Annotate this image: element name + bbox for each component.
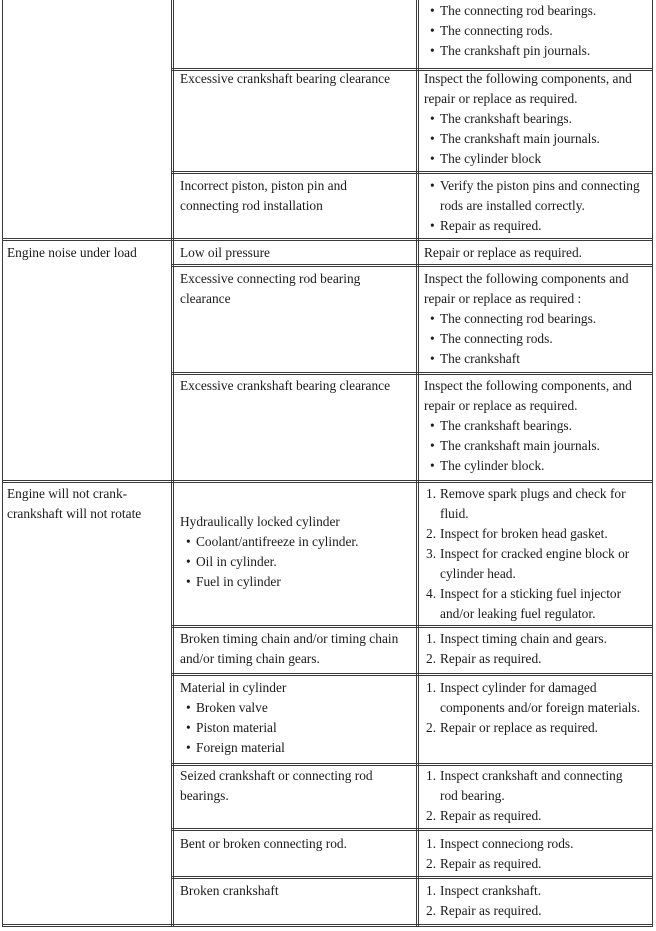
step-text: Repair as required. xyxy=(440,856,542,871)
bullet-text: Oil in cylinder. xyxy=(196,554,277,569)
continued-line: cylinder head. xyxy=(440,566,516,581)
row-divider xyxy=(172,264,653,267)
continued-line: components and/or foreign materials. xyxy=(440,700,641,715)
numbered-step xyxy=(424,678,640,698)
bullet-item xyxy=(424,436,632,456)
step-number: 1. xyxy=(426,836,437,851)
step-text: Inspect crankshaft and connecting xyxy=(440,768,623,783)
text-line: repair or replace as required. xyxy=(424,91,578,106)
step-text: Inspect for broken head gasket. xyxy=(440,526,608,541)
text-line: Hydraulically locked cylinder xyxy=(180,514,340,529)
bullet-text: The cylinder block. xyxy=(440,458,545,473)
bullet-item xyxy=(424,309,629,329)
numbered-step xyxy=(424,834,574,854)
bullet-item xyxy=(180,718,286,738)
bullet-item xyxy=(424,176,640,196)
correction-cell xyxy=(424,766,623,826)
bullet-text: Piston material xyxy=(196,720,277,735)
text-line: Seized crankshaft or connecting rod xyxy=(180,768,373,783)
table-border-left xyxy=(2,0,3,926)
bullet-item xyxy=(424,109,632,129)
row-divider xyxy=(172,171,653,174)
text-line: Material in cylinder xyxy=(180,680,287,695)
bullet-item xyxy=(424,329,629,349)
numbered-step xyxy=(424,629,607,649)
bullet-text: The connecting rods. xyxy=(440,23,553,38)
text-line: Engine noise under load xyxy=(7,245,137,260)
bullet-text: Fuel in cylinder xyxy=(196,574,281,589)
row-divider xyxy=(172,625,653,628)
correction-cell xyxy=(424,678,640,738)
bullet-item xyxy=(180,552,359,572)
text-line: Broken crankshaft xyxy=(180,883,279,898)
text-line: repair or replace as required : xyxy=(424,291,582,306)
bullet-text: The connecting rods. xyxy=(440,331,553,346)
cause-cell xyxy=(180,376,390,396)
cause-cell xyxy=(180,512,359,592)
cause-cell xyxy=(180,678,286,758)
text-line: Excessive crankshaft bearing clearance xyxy=(180,71,391,86)
bullet-text: Verify the piston pins and connecting xyxy=(440,178,640,193)
row-divider xyxy=(172,372,653,375)
step-number: 1. xyxy=(426,883,437,898)
step-number: 3. xyxy=(426,546,437,561)
bullet-text: Coolant/antifreeze in cylinder. xyxy=(196,534,359,549)
cause-cell xyxy=(180,243,270,263)
numbered-step xyxy=(424,718,640,738)
bullet-item xyxy=(180,698,286,718)
step-number: 4. xyxy=(426,586,437,601)
bullet-item xyxy=(424,216,640,236)
text-line: Inspect the following components, and xyxy=(424,71,632,86)
numbered-step xyxy=(424,484,629,504)
row-divider xyxy=(172,876,653,879)
table-border-bottom xyxy=(2,924,653,927)
step-number: 2. xyxy=(426,526,437,541)
step-text: Inspect conneciong rods. xyxy=(440,836,574,851)
bullet-text: Repair as required. xyxy=(440,218,542,233)
continued-line: rod bearing. xyxy=(440,788,505,803)
numbered-step xyxy=(424,901,542,921)
bullet-text: The connecting rod bearings. xyxy=(440,3,597,18)
row-divider xyxy=(2,238,653,241)
row-divider xyxy=(172,828,653,831)
continued-line: rods are installed correctly. xyxy=(440,198,585,213)
bullet-item xyxy=(424,416,632,436)
correction-cell xyxy=(424,629,607,669)
bullet-item xyxy=(424,149,632,169)
text-line: Low oil pressure xyxy=(180,245,270,260)
text-line: Broken timing chain and/or timing chain xyxy=(180,631,399,646)
numbered-step xyxy=(424,881,542,901)
bullet-text: The crankshaft xyxy=(440,351,520,366)
step-text: Repair or replace as required. xyxy=(440,720,599,735)
bullet-text: Broken valve xyxy=(196,700,268,715)
correction-cell xyxy=(424,243,582,263)
step-text: Inspect for a sticking fuel injector xyxy=(440,586,622,601)
row-divider xyxy=(172,673,653,676)
bullet-item xyxy=(424,1,596,21)
symptom-cell xyxy=(7,484,141,524)
text-line: crankshaft will not rotate xyxy=(7,506,142,521)
bullet-item xyxy=(180,572,359,592)
numbered-step xyxy=(424,854,574,874)
bullet-text: Foreign material xyxy=(196,740,285,755)
step-number: 2. xyxy=(426,720,437,735)
text-line: Incorrect piston, piston pin and xyxy=(180,178,347,193)
column-divider xyxy=(171,0,174,926)
cause-cell xyxy=(180,766,373,806)
numbered-step xyxy=(424,766,623,786)
numbered-step xyxy=(424,806,623,826)
text-line: bearings. xyxy=(180,788,229,803)
bullet-text: The crankshaft main journals. xyxy=(440,131,600,146)
cause-cell xyxy=(180,269,360,309)
step-text: Repair as required. xyxy=(440,808,542,823)
row-divider xyxy=(2,480,653,483)
step-number: 2. xyxy=(426,808,437,823)
step-text: Inspect cylinder for damaged xyxy=(440,680,597,695)
table-border-right xyxy=(652,0,653,926)
correction-cell xyxy=(424,69,632,169)
cause-cell xyxy=(180,881,279,901)
step-text: Inspect crankshaft. xyxy=(440,883,542,898)
cause-cell xyxy=(180,629,398,669)
text-line: Engine will not crank- xyxy=(7,486,128,501)
correction-cell xyxy=(424,376,632,476)
step-number: 2. xyxy=(426,903,437,918)
bullet-item xyxy=(424,456,632,476)
text-line: Repair or replace as required. xyxy=(424,245,583,260)
bullet-item xyxy=(424,21,596,41)
step-text: Remove spark plugs and check for xyxy=(440,486,626,501)
step-number: 1. xyxy=(426,486,437,501)
continued-line: and/or leaking fuel regulator. xyxy=(440,606,596,621)
step-number: 1. xyxy=(426,680,437,695)
correction-cell xyxy=(424,1,596,61)
cause-cell xyxy=(180,69,390,89)
bullet-item xyxy=(424,349,629,369)
text-line: Excessive crankshaft bearing clearance xyxy=(180,378,391,393)
cause-cell xyxy=(180,176,347,216)
text-line: Inspect the following components, and xyxy=(424,378,632,393)
bullet-text: The crankshaft pin journals. xyxy=(440,43,591,58)
continued-line: fluid. xyxy=(440,506,469,521)
bullet-item xyxy=(180,532,359,552)
column-divider xyxy=(416,0,419,926)
text-line: and/or timing chain gears. xyxy=(180,651,320,666)
numbered-step xyxy=(424,544,629,564)
bullet-text: The crankshaft bearings. xyxy=(440,111,572,126)
correction-cell xyxy=(424,269,629,369)
bullet-text: The connecting rod bearings. xyxy=(440,311,597,326)
symptom-cell xyxy=(7,243,137,263)
text-line: Bent or broken connecting rod. xyxy=(180,836,347,851)
numbered-step xyxy=(424,649,607,669)
correction-cell xyxy=(424,176,640,236)
bullet-item xyxy=(424,129,632,149)
text-line: repair or replace as required. xyxy=(424,398,578,413)
numbered-step xyxy=(424,524,629,544)
text-line: Inspect the following components and xyxy=(424,271,629,286)
correction-cell xyxy=(424,484,629,624)
text-line: clearance xyxy=(180,291,231,306)
step-number: 1. xyxy=(426,631,437,646)
step-text: Repair as required. xyxy=(440,903,542,918)
step-number: 2. xyxy=(426,856,437,871)
step-number: 2. xyxy=(426,651,437,666)
step-number: 1. xyxy=(426,768,437,783)
correction-cell xyxy=(424,881,542,921)
cause-cell xyxy=(180,834,347,854)
numbered-step xyxy=(424,584,629,604)
correction-cell xyxy=(424,834,574,874)
bullet-item xyxy=(180,738,286,758)
bullet-item xyxy=(424,41,596,61)
text-line: Excessive connecting rod bearing xyxy=(180,271,361,286)
step-text: Inspect timing chain and gears. xyxy=(440,631,607,646)
step-text: Inspect for cracked engine block or xyxy=(440,546,630,561)
bullet-text: The cylinder block xyxy=(440,151,542,166)
step-text: Repair as required. xyxy=(440,651,542,666)
bullet-text: The crankshaft bearings. xyxy=(440,418,572,433)
text-line: connecting rod installation xyxy=(180,198,323,213)
bullet-text: The crankshaft main journals. xyxy=(440,438,600,453)
